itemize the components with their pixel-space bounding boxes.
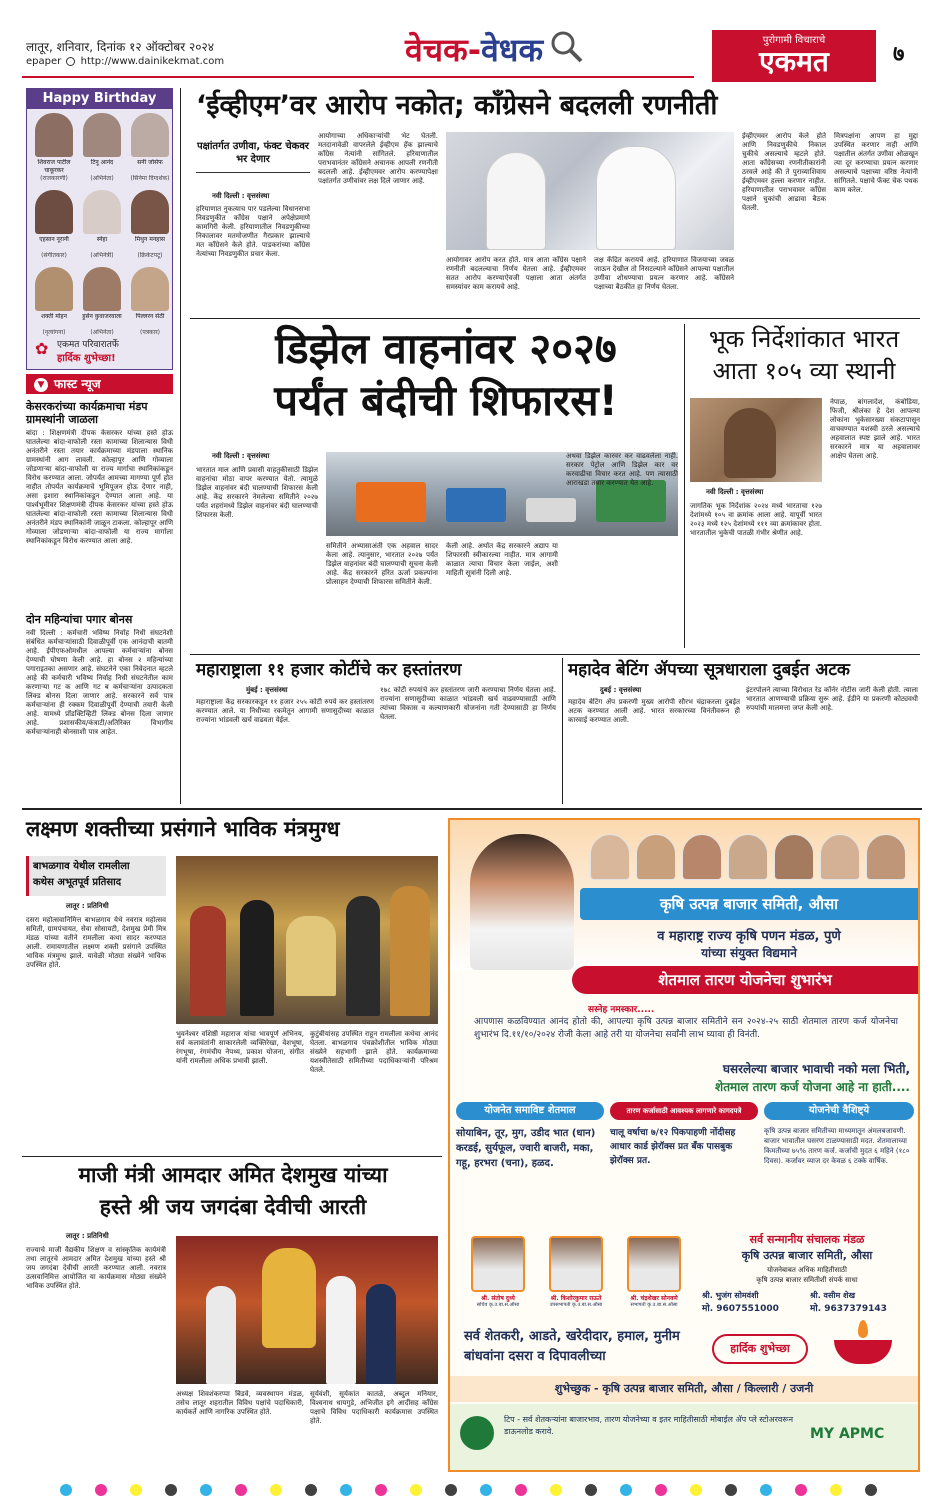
ad-features: कृषि उत्पन्न बाजार समितीच्या माध्यमातून अंमलबजावणी. बाजार भावातील घसरण टाळण्यासाठी मदत. शेतमालाच्या किमतीच्या ७५% तारण कर्ज. कर्जाची मुदत ६ महिने (१८० दिवस). कर्जावर व्याज दर केवळ ६ टक्के वार्षिक.	[764, 1127, 910, 1165]
ad-official-name: श्री. संतोष दुध्ये	[481, 1295, 515, 1302]
birthday-person-role: (सिनेमा दिग्दर्शक)	[130, 175, 170, 182]
ad-leader-row	[590, 834, 910, 882]
evm-photo	[446, 132, 734, 250]
registration-mark	[200, 1484, 212, 1496]
ad-official-portrait	[549, 1236, 603, 1292]
laxman-deck	[26, 856, 166, 896]
registration-mark	[60, 1484, 72, 1496]
diesel-col2: समितीने अभ्यासाअंती एक अहवाल सादर केला आहे. त्यानुसार, भारतात २०२७ पर्यंत डिझेल वाहनांवर बंदी घालण्याची सूचना केली आहे. केंद्र सरकारने हरित ऊर्जा प्रकल्पांना प्रोत्साहन देण्याची शिफारस समितीने केली.	[326, 542, 438, 586]
evm-byline: नवी दिल्ली : वृत्तसंस्था	[212, 192, 270, 200]
ad-contact-1-name: श्री. भुजंग सोमवंशी	[702, 1291, 759, 1300]
epaper-text: epaper	[26, 56, 62, 67]
registration-mark	[130, 1484, 142, 1496]
ad-official-role: उपसभापती कृ.उ.बा.स.औसा	[549, 1302, 603, 1308]
ad-official	[616, 1236, 692, 1320]
evm-col4: लक्ष केंद्रित करायचे आहे. हरियाणात विजयाच्या जवळ जाऊन देखील तो निसटल्याने काँग्रेसने आपल्या पक्षातील उणीवा शोधण्याचा प्रयत्न करणार आहे. काँग्रेसने पक्षाच्या बैठकीत हा निर्णय घेतला.	[594, 256, 734, 291]
ad-official	[538, 1236, 614, 1320]
ad-official-role: सचिव कृ.उ.बा.स.औसा	[476, 1302, 520, 1308]
left-column-rule	[180, 88, 181, 804]
birthday-person	[79, 267, 125, 342]
portrait	[131, 267, 169, 311]
mid-rule	[190, 654, 920, 655]
ad-greeting: सस्नेह नमस्कार.....	[588, 1005, 655, 1015]
birthday-person-name: शिवराज पाटील चाकूरकर	[37, 159, 71, 174]
evm-headline: ‘ईव्हीएम’वर आरोप नकोत; काँग्रेसने बदलली रणनीती	[196, 90, 718, 121]
hunger-headline-1: भूक निर्देशांकात भारत	[708, 325, 900, 353]
laxman-col2: भुवनेश्वर वशिष्ठी महाराज यांचा भावपूर्ण अभिनय, सर्व कलावंतांनी साकारलेली व्यक्तिरेखा, वेशभूषा, रंगभूषा, रंगमंचीय नेपथ्य, प्रकाश योजना, संगीत यांनी रामलीला अधिक प्रभावी झाली.	[176, 1030, 304, 1065]
actor-figure-5	[390, 886, 430, 1016]
tax-right-rule	[562, 658, 563, 804]
apmc-advert	[448, 818, 920, 1472]
diesel-byline: नवी दिल्ली : वृत्तसंस्था	[212, 452, 270, 460]
registration-mark	[550, 1484, 562, 1496]
ad-official	[460, 1236, 536, 1320]
laxman-headline: लक्ष्मण शक्तीच्या प्रसंगाने भाविक मंत्रमुग्ध	[26, 817, 340, 841]
portrait	[35, 113, 73, 157]
bus-shape	[356, 482, 426, 522]
leader-figure-2	[596, 146, 676, 250]
ad-box1-title: योजनेत समाविष्ट शेतमाल	[456, 1102, 604, 1120]
birthday-person	[31, 113, 77, 188]
ad-board-2: कृषि उत्पन्न बाजार समिती, औसा	[741, 1249, 873, 1262]
site-url[interactable]: http://www.dainikekmat.com	[80, 56, 225, 67]
laxman-deck-1: बाभळगाव येथील रामलीला	[33, 861, 130, 872]
laxman-deck-2: कथेस अभूतपूर्व प्रतिसाद	[33, 877, 122, 888]
birthday-person	[127, 113, 173, 188]
ad-leader-portrait-small	[682, 834, 722, 880]
ad-scheme-banner	[572, 966, 918, 994]
diesel-col3: केली आहे. अर्थात केंद्र सरकारने अद्याप या शिफारसी स्वीकारल्या नाहीत. मात्र आगामी काळात त्याचा विचार केला जाईल, अशी माहिती सूत्रांनी दिली आहे.	[446, 542, 558, 577]
birthday-person	[31, 267, 77, 342]
fast-news-1-body: बांदा : शिक्षणमंत्री दीपक केसरकर यांच्या हस्ते होऊ घातलेल्या बांदा-वाफोली रस्ता कामाच्या शिलान्यास विधी अनंतरीने रस्ता तयार कार्यक्रमाच्या मंडपाला स्थानिक ग्रामस्थांनी आग लावली. कोल्हापूर आणि गोव्याला जोडणाऱ्या बांदा-वाफोली या राज्य मार्गाचा स्थानिकांकडून विरोध करण्यात आला. जोपर्यंत आमच्या मागण्या पूर्ण होत नाहीत तोपर्यंत कार्यक्रमाचे भूमिपूजन होऊ देणार नाही, असा इशारा स्थानिकांकडून देण्यात आला आहे. या पार्श्वभूमीवर शिक्षणमंत्री दीपक केसरकर यांच्या हस्ते होऊ घातलेल्या बांदा-वाफोली रस्ता कामाच्या शिलान्यास विधी अनंतरीने मंडप स्थानिकांनी जाळून टाकला. कोल्हापूर आणि गोव्याला जोडणाऱ्या बांदा-वाफोली या राज्य मार्गाला स्थानिकांकडून विरोध करण्यात आला आहे.	[26, 429, 173, 545]
devotee-figure-2	[366, 1284, 396, 1384]
masthead-tagline: पुरोगामी विचाराचे	[762, 35, 826, 46]
diesel-col4: अथवा डिझेल कारवर कर वाढवलेला नाही. सरकार पेट्रोल आणि डिझेल कार वर करवाढीचा विचार करत आहे. पण त्यासाठी आराखडा तयार करण्यात येत आहे.	[566, 452, 678, 487]
evm-col3: आयोगावर आरोप करत होते. मात्र आता काँग्रेस पक्षाने रणनीती बदलल्याचा निर्णय घेतला आहे. ईव्हीएमवर सतत आरोप करण्याऐवजी पक्षाला आता अंतर्गत समस्यांवर काम करायचे आहे.	[446, 256, 586, 291]
ad-crops: सोयाबिन, तूर, मुग, उडीद भात (धान) करडई, सुर्यफूल, ज्वारी बाजरी, मका, गहू, हरभरा (चना), हळद.	[456, 1128, 596, 1169]
devotee-figure-1	[326, 1276, 356, 1384]
fast-news-2-headline: दोन महिन्यांचा पगार बोनस	[26, 613, 133, 626]
laxman-col1: दसरा महोत्सवानिमित्त बाभळगाव येथे नवरात्र महोत्सव समिती, ग्रामपंचायत, सेवा सोसायटी, देशमुख प्रेमी मित्र मंडळ यांच्या वतीने रामलीला कथा सादर करण्यात आली. रामायणातील लक्ष्मण शक्ती प्रसंगाने उपस्थित भाविक मंत्रमुग्ध झाले. यावेळी मोठ्या संख्येने भाविक उपस्थित होते.	[26, 916, 166, 969]
diya-icon	[828, 1320, 898, 1368]
birthday-person-role: (अभिनेत्री)	[90, 252, 114, 259]
registration-mark	[165, 1484, 177, 1496]
birthday-person-name: स्नेहा	[96, 236, 108, 243]
aarti-col2: अध्यक्ष शिवशंकरप्पा बिडवे, व्यवस्थापन मंडळ, तसेच लातूर शहरातील विविध पक्षांचे पदाधिकारी, कार्यकर्ते आणि नागरिक उपस्थित होते.	[176, 1390, 304, 1416]
ad-official-portrait	[627, 1236, 681, 1292]
globe-icon	[66, 57, 75, 66]
tax-col1: महाराष्ट्राला केंद्र सरकारकडून ११ हजार २५५ कोटी रुपये कर हस्तांतरण करण्यात आले. या निधीच्या रकमेतून आगामी सणासुदीच्या काळात राज्यांना भांडवली खर्च वाढवता येईल.	[196, 698, 374, 724]
ad-footer-wish-1: सर्व शेतकरी, आडते, खरेदीदार, हमाल, मुनीम	[464, 1329, 680, 1344]
registration-mark	[725, 1484, 737, 1496]
birthday-person-role: (पत्रकार)	[139, 329, 161, 336]
registration-mark	[445, 1484, 457, 1496]
evm-deck	[196, 132, 310, 186]
birthday-wish	[35, 337, 172, 364]
birthday-person-role: (संगीतकार)	[41, 252, 67, 259]
page-header	[0, 0, 945, 88]
portrait	[83, 113, 121, 157]
devotee-figure-3	[206, 1286, 236, 1384]
ad-org-1: कृषि उत्पन्न बाजार समिती, औसा	[660, 895, 838, 913]
birthday-title: Happy Birthday	[27, 89, 172, 109]
birthday-box	[26, 88, 173, 370]
hunger-col1: जागतिक भूक निर्देशांक २०२४ मध्ये भारताचा १२७ देशांमध्ये १०५ वा क्रमांक आला आहे. यापूर्वी भारत २०२३ मध्ये १२५ देशांमध्ये १११ व्या क्रमांकावर होता. भारतातील भुकेची पातळी गंभीर श्रेणीत आहे.	[690, 502, 822, 537]
ad-docs-box	[610, 1102, 758, 1230]
ad-contact-note-2: कृषि उत्पन्न बाजार समितीशी संपर्क साधा	[756, 1276, 858, 1284]
portrait	[35, 190, 73, 234]
header-rule	[22, 76, 694, 78]
actor-figure-1	[190, 906, 226, 1016]
section-title-part1: वेचक-	[405, 31, 481, 69]
fast-news-title: फास्ट न्यूज	[54, 377, 101, 391]
portrait	[83, 190, 121, 234]
ad-footer-band	[450, 1404, 918, 1470]
laxman-byline: लातूर : प्रतिनिधी	[66, 902, 109, 910]
ad-box3-title: योजनेची वैशिष्ट्ये	[764, 1102, 914, 1120]
ad-crops-box	[456, 1102, 604, 1230]
ad-leader-portrait-small	[590, 834, 630, 880]
ad-official-portrait	[471, 1236, 525, 1292]
ad-note: टिप - सर्व शेतकऱ्यांना बाजारभाव, तारण योजनेच्या व इतर माहितीसाठी मोबाईल ॲप प्ले स्टोअरवरून डाऊनलोड करावे.	[504, 1415, 794, 1436]
evm-col5: ईव्हीएमवर आरोप केले होते आणि निवडणुकीचे निकाल चुकीचे असल्याचे म्हटले होते. आता काँग्रेसच्या रणनीतीकारांनी ठरवले आहे की ते पुराव्याशिवाय ईव्हीएमवर हल्ला करणार नाहीत. हरियाणातील पराभवावर काँग्रेस पक्षाने चुकांची आढावा बैठक घेतली.	[742, 132, 826, 212]
registration-color-bar	[0, 1484, 945, 1496]
ad-board-1: सर्व सन्मानीय संचालक मंडळ	[749, 1233, 865, 1246]
diesel-headline-2: पर्यंत बंदीची शिफारस!	[274, 376, 618, 425]
ad-contact-1-phone[interactable]: मो. 9607551000	[702, 1304, 779, 1314]
portrait	[131, 113, 169, 157]
registration-mark	[830, 1484, 842, 1496]
masthead-box	[712, 30, 876, 82]
ramleela-photo	[176, 856, 438, 1024]
evm-bottom-rule	[190, 318, 920, 319]
evm-col2: आयोगाच्या अधिकाऱ्यांची भेट घेतली. मतदानावेळी वापरलेले ईव्हीएम हॅक झाल्याचे काँग्रेस नेत्यांनी सांगितले. हरियाणातील पराभवानंतर काँग्रेसने अचानक आपली रणनीती बदलली आहे. ईव्हीएमवर आरोप करण्यापेक्षा पक्षांतर्गत उणीवांवर लक्ष दिले जाणार आहे.	[318, 132, 438, 185]
evm-col6: मित्रपक्षांना आपण हा मुद्दा उपस्थित करणार नाही आणि पक्षातील अंतर्गत उणीवा ओळखून त्या दूर करण्याचा प्रयत्न करणार असल्याचे पक्षाच्या वरिष्ठ नेत्यांनी सांगितले. पक्षाचे फॅक्ट चेक पथक काम करेल.	[834, 132, 918, 194]
ad-leader-portrait-small	[820, 834, 860, 880]
birthday-person-name: शक्ती मोहन	[41, 313, 67, 320]
registration-mark	[305, 1484, 317, 1496]
epaper-label	[26, 56, 224, 67]
ad-org-banner	[580, 888, 918, 920]
actor-figure-4	[346, 896, 380, 1016]
birthday-person	[127, 267, 173, 342]
tax-col2: १७८ कोटी रुपयांचे कर हस्तांतरण जारी करण्याचा निर्णय घेतला आहे. राज्यांना सणासुदीच्या काळात भांडवली खर्च वाढवण्यासाठी आणि त्यांच्या विकास व कल्याणकारी योजनांना गती देण्यासाठी हा निर्णय घेतला.	[380, 686, 556, 721]
evm-deck-text: पक्षांतर्गत उणीवा, फंक्ट चेकवर भर देणार	[196, 132, 310, 173]
portrait	[83, 267, 121, 311]
registration-mark	[690, 1484, 702, 1496]
page-number: ७	[893, 42, 905, 67]
birthday-grid	[27, 109, 172, 339]
registration-mark	[270, 1484, 282, 1496]
ad-footer-wish-2: बांधवांना दसरा व दिपावलीच्या	[464, 1349, 606, 1364]
diesel-headline-1: डिझेल वाहनांवर २०२७	[275, 324, 617, 373]
birthday-person-role: (राजकारणी)	[40, 175, 68, 182]
registration-mark	[620, 1484, 632, 1496]
birthday-person-name: टिनू आनंद	[90, 159, 114, 166]
betting-col2: इंटरपोलने त्याच्या विरोधात रेड कॉर्नर नोटीस जारी केली होती. त्याला भारतात आणण्याची प्रक्रिया सुरू आहे. ईडीने या प्रकरणी कोट्यवधी रुपयांची मालमत्ता जप्त केली आहे.	[746, 686, 918, 712]
ad-contact-1	[702, 1290, 806, 1314]
ad-well-wisher: शुभेच्छुक - कृषि उत्पन्न बाजार समिती, औसा / किल्लारी / उजनी	[554, 1382, 814, 1395]
ad-official-role: सभापती कृ.उ.बा.स.औसा	[630, 1302, 678, 1308]
birthday-person-role: (अभिनेता)	[90, 329, 114, 336]
diesel-right-rule	[684, 324, 685, 648]
ad-features-box	[764, 1102, 914, 1230]
hunger-byline: नवी दिल्ली : वृत्तसंस्था	[706, 488, 764, 496]
apmc-logo-icon	[460, 1416, 494, 1450]
ad-officials-row	[460, 1236, 696, 1320]
flower-icon: ✿	[35, 339, 49, 358]
aarti-col3: सूर्यवंशी, सूर्यकांत कातळे, अब्दुल मनियार, विश्वनाथ धायगुडे, अभिजीत इगे आदींसह काँग्रेस पक्षाचे विविध पदाधिकारी कार्यक्रमास उपस्थित होते.	[310, 1390, 438, 1425]
aarti-col1: राज्याचे माजी वैद्यकीय शिक्षण व सांस्कृतिक कार्यमंत्री तथा लातूरचे आमदार अमित देशमुख यांच्या हस्ते श्री जय जगदंबा देवीची आरती करण्यात आली. नवरात्र उत्सवानिमित्त आयोजित या कार्यक्रमास मोठ्या संख्येने भाविक उपस्थित होते.	[26, 1246, 166, 1290]
ad-well-wisher-band	[450, 1376, 918, 1402]
ad-documents: चालू वर्षाचा ७/१२ पिकपाहणी नोंदीसह आधार कार्ड झेरॉक्स प्रत बँक पासबुक झेरॉक्स प्रत.	[610, 1128, 736, 1166]
ad-leader-portrait-small	[728, 834, 768, 880]
ad-contact-2	[810, 1290, 914, 1314]
registration-mark	[410, 1484, 422, 1496]
child-photo	[690, 398, 822, 482]
fast-news-2-body: नवी दिल्ली : कर्मचारी भविष्य निर्वाह निधी संघटनेशी संबंधित कर्मचाऱ्यांसाठी दिवाळीपूर्वी एक आनंदाची बातमी आहे. ईपीएफओमधील आपल्या कर्मचाऱ्यांना बोनस देण्याची घोषणा केली आहे. हा बोनस २ महिन्यांच्या पगाराइतका असणार आहे. संघटनेने एका निवेदनात म्हटले आहे की कर्मचारी भविष्य निर्वाह निधी संघटनेतील काम करणाऱ्या गट क आणि गट ब कर्मचाऱ्यांना उत्पादकता लिंक्ड बोनस दिला जाणार आहे. सरकारने सर्व पात्र कर्मचाऱ्यांना ही रक्कम दिवाळीपूर्वी देण्याची तयारी केली आहे. यामध्ये प्रॉडक्टिव्हिटी लिंक्ड बोनस दिला जाणार आहे. प्रशासकीय/कंत्राटी/अतिरिक्त विभागीय कर्मचाऱ्यांनाही बोनसाशी पात्र आहेत.	[26, 629, 173, 736]
ad-contact-2-phone[interactable]: मो. 9637379143	[810, 1304, 887, 1314]
registration-mark	[515, 1484, 527, 1496]
birthday-person-name: एहसान नूरानी	[39, 236, 69, 243]
ad-slogan-1: घसरलेल्या बाजार भावाची नको मला भिती,	[722, 1062, 910, 1076]
ad-leader-portrait-small	[774, 834, 814, 880]
tax-headline: महाराष्ट्राला ११ हजार कोटींचे कर हस्तांतरण	[196, 660, 462, 680]
birthday-wish-line1: एकमत परिवारातर्फे	[57, 340, 119, 350]
ad-contact-note-1: योजनेबाबत अधिक माहितीसाठी	[767, 1266, 847, 1274]
registration-mark	[865, 1484, 877, 1496]
birthday-person-name: मिथुन मनहास	[135, 236, 165, 243]
registration-mark	[480, 1484, 492, 1496]
birthday-person	[127, 190, 173, 265]
ad-official-name: श्री. किशोरकुमार राऊते	[550, 1295, 602, 1302]
registration-mark	[340, 1484, 352, 1496]
diesel-col1: भारतात माल आणि प्रवासी वाहतुकीसाठी डिझेल वाहनांचा मोठा वापर करण्यात येतो. त्यामुळे डिझेल वाहनांवर बंदी घालण्याची शिफारस केली आहे. केंद्र सरकारने नेमलेल्या समितीने २०२७ पर्यंत शहरांमध्ये डिझेल वाहनांवर बंदी घालण्याची शिफारस केली.	[196, 466, 318, 519]
birthday-person-name: सनी जोसेफ	[137, 159, 163, 166]
birthday-person-role: (नृत्यांगना)	[42, 329, 66, 336]
laxman-col3: कुटुंबीयांसह उपस्थित राहून रामलीला कथेचा आनंद घेतला. बाभळगाव पंचक्रोशीतील भाविक मोठ्या संख्येने सहभागी झाले होते. कार्यक्रमाच्या यशस्वीतेसाठी समितीच्या पदाधिकाऱ्यांनी परिश्रम घेतले.	[310, 1030, 438, 1074]
registration-mark	[95, 1484, 107, 1496]
leader-figure-1	[486, 152, 546, 250]
betting-col1: महादेव बेटिंग ॲप प्रकरणी मुख्य आरोपी सौरभ चंद्राकरला दुबईत अटक करण्यात आली आहे. भारत सरकारच्या विनंतीवरून ही कारवाई करण्यात आली.	[568, 698, 740, 724]
registration-mark	[760, 1484, 772, 1496]
ad-scheme: शेतमाल तारण योजनेचा शुभारंभ	[658, 971, 832, 989]
birthday-person-name: पिल्लरन सेठी	[135, 313, 165, 320]
aarti-byline: लातूर : प्रतिनिधी	[66, 1232, 109, 1240]
fast-news-1-headline: केसरकरांच्या कार्यक्रमाचा मंडप ग्रामस्थांनी जाळला	[26, 400, 148, 426]
fast-news-column	[26, 374, 173, 804]
birthday-person	[31, 190, 77, 265]
laxman-bottom-rule	[22, 1156, 442, 1157]
aarti-headline-2: हस्ते श्री जय जगदंबा देवीची आरती	[99, 1195, 367, 1219]
betting-byline: दुबई : वृत्तसंस्था	[600, 686, 642, 694]
ad-body: आपणास कळविण्यात आनंद होतो की, आपल्या कृषि उत्पन्न बाजार समितीने सन २०२४-२५ साठी शेतमाल तारण कर्ज योजनेचा शुभारंभ दि.११/१०/२०२४ रोजी केला आहे तरी या योजनेचा सर्वांनी लाभ घ्यावा ही विनंती.	[474, 1017, 898, 1040]
evm-col1: हरियाणात नुकत्याच पार पडलेल्या विधानसभा निवडणुकीत काँग्रेस पक्षाने अपेक्षेप्रमाणे कामगिरी केली. हरियाणातील निवडणुकीच्या निकालावर मतमोजणीत गैरप्रकार झाल्याचे मत काँग्रेसने केले होते. पाडकरांच्या काँग्रेस नेत्यांच्या निवडणुकीत प्रचार केला.	[196, 205, 310, 258]
child-figure	[724, 408, 776, 478]
ad-org-3: यांच्या संयुक्त विद्यमाने	[701, 946, 797, 960]
actor-figure-3	[286, 916, 336, 996]
birthday-person-role: (क्रिकेटपटू)	[137, 252, 163, 259]
birthday-person	[79, 190, 125, 265]
actor-figure-2	[240, 900, 274, 1016]
fast-news-header	[26, 374, 173, 394]
ad-app-name[interactable]: MY APMC	[810, 1426, 885, 1442]
registration-mark	[235, 1484, 247, 1496]
ad-leader-portrait-small	[636, 834, 676, 880]
section-title	[405, 30, 543, 70]
ad-wish-badge: हार्दिक शुभेच्छा	[712, 1334, 808, 1364]
ad-slogan-2: शेतमाल तारण कर्ज योजना आहे ना हाती....	[715, 1080, 910, 1094]
registration-mark	[795, 1484, 807, 1496]
magnifier-icon	[548, 28, 584, 64]
news-chevron-icon: ▼	[34, 378, 48, 392]
birthday-person-name: हुसेन कुवाजरवाला	[82, 313, 122, 320]
hunger-headline-2: आता १०५ व्या स्थानी	[712, 357, 896, 385]
ad-official-name: श्री. चंद्रशेखर सोनवणे	[630, 1295, 678, 1302]
deity-figure	[262, 1248, 316, 1348]
portrait	[131, 190, 169, 234]
betting-headline: महादेव बेटिंग ॲपच्या सूत्रधाराला दुबईत अटक	[568, 660, 850, 680]
birthday-person	[79, 113, 125, 188]
bus-shape-2	[446, 488, 506, 522]
dateline: लातूर, शनिवार, दिनांक १२ ऑक्टोबर २०२४	[26, 40, 214, 54]
ad-box2-title: तारण कर्जासाठी आवश्यक लागणारे कागदपत्रे	[610, 1102, 758, 1120]
ad-leader-portrait-small	[866, 834, 906, 880]
ad-org-2: व महाराष्ट्र राज्य कृषि पणन मंडळ, पुणे	[657, 929, 841, 944]
aarti-headline-1: माजी मंत्री आमदार अमित देशमुख यांच्या	[78, 1163, 388, 1187]
aarti-photo	[176, 1236, 438, 1384]
birthday-wish-line2: हार्दिक शुभेच्छा!	[57, 353, 116, 364]
ad-leader-portrait	[470, 834, 574, 970]
registration-mark	[585, 1484, 597, 1496]
portrait	[35, 267, 73, 311]
registration-mark	[375, 1484, 387, 1496]
registration-mark	[655, 1484, 667, 1496]
ad-contact-2-name: श्री. वसीम शेख	[810, 1291, 856, 1300]
masthead-title: एकमत	[759, 45, 829, 78]
tax-byline: मुंबई : वृत्तसंस्था	[246, 686, 288, 694]
upper-lower-rule	[22, 808, 922, 810]
section-title-part2: वेधक	[480, 31, 544, 69]
hunger-col2: नेपाळ, बांगलादेश, कंबोडिया, फिजी, श्रीलंका हे देश आपल्या लोकांना भुकेसारख्या संकटापासून वाचवण्यात यशस्वी ठरले असल्याचे अहवालात स्पष्ट झाले आहे. भारत सरकारने मात्र या अहवालावर आक्षेप घेतला आहे.	[830, 398, 920, 460]
birthday-person-role: (अभिनेता)	[90, 175, 114, 182]
